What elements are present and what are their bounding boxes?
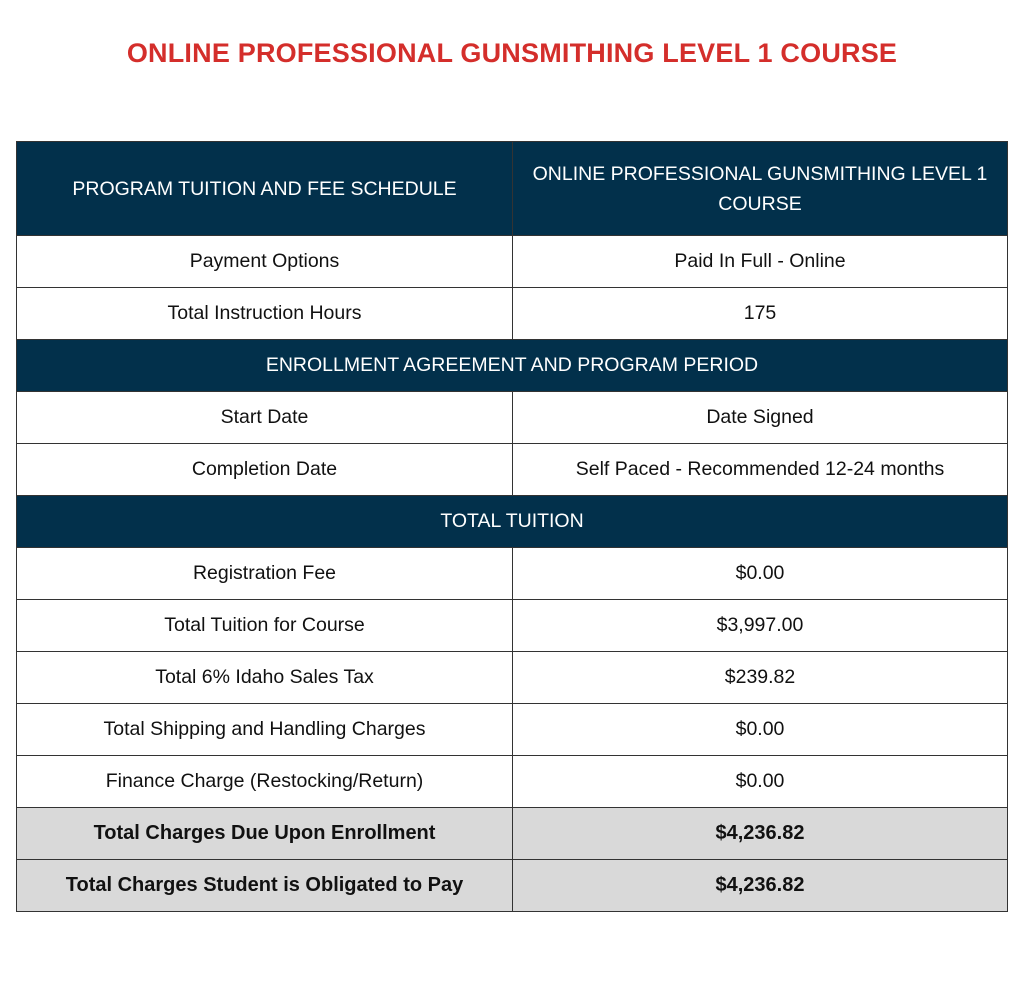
row-value: $3,997.00 xyxy=(513,600,1008,652)
table-row xyxy=(17,444,1008,496)
row-label: Start Date xyxy=(17,392,513,444)
table-row xyxy=(17,548,1008,600)
table-row xyxy=(17,236,1008,288)
total-value: $4,236.82 xyxy=(513,860,1008,912)
section-header-row xyxy=(17,496,1008,548)
row-label: Total Shipping and Handling Charges xyxy=(17,704,513,756)
table-row xyxy=(17,392,1008,444)
header-right: ONLINE PROFESSIONAL GUNSMITHING LEVEL 1 COURSE xyxy=(513,142,1008,236)
total-row xyxy=(17,808,1008,860)
row-label: Total Tuition for Course xyxy=(17,600,513,652)
row-value: $0.00 xyxy=(513,548,1008,600)
section-title-enrollment: ENROLLMENT AGREEMENT AND PROGRAM PERIOD xyxy=(17,340,1008,392)
section-header-row xyxy=(17,340,1008,392)
table-row xyxy=(17,600,1008,652)
section-title-tuition: TOTAL TUITION xyxy=(17,496,1008,548)
total-label: Total Charges Student is Obligated to Pay xyxy=(17,860,513,912)
table-row xyxy=(17,704,1008,756)
page-title: ONLINE PROFESSIONAL GUNSMITHING LEVEL 1 COURSE xyxy=(126,38,898,68)
row-label: Finance Charge (Restocking/Return) xyxy=(17,756,513,808)
row-value: $0.00 xyxy=(513,756,1008,808)
total-label: Total Charges Due Upon Enrollment xyxy=(17,808,513,860)
header-left: PROGRAM TUITION AND FEE SCHEDULE xyxy=(17,142,513,236)
row-label: Total Instruction Hours xyxy=(17,288,513,340)
row-value: Paid In Full - Online xyxy=(513,236,1008,288)
table-row xyxy=(17,756,1008,808)
total-value: $4,236.82 xyxy=(513,808,1008,860)
table-row xyxy=(17,288,1008,340)
row-label: Completion Date xyxy=(17,444,513,496)
row-value: $239.82 xyxy=(513,652,1008,704)
table-header-row xyxy=(17,142,1008,236)
row-label: Payment Options xyxy=(17,236,513,288)
total-row xyxy=(17,860,1008,912)
table-row xyxy=(17,652,1008,704)
row-value: 175 xyxy=(513,288,1008,340)
row-label: Total 6% Idaho Sales Tax xyxy=(17,652,513,704)
row-value: $0.00 xyxy=(513,704,1008,756)
row-value: Date Signed xyxy=(513,392,1008,444)
tuition-fee-table xyxy=(16,141,1008,912)
row-value: Self Paced - Recommended 12-24 months xyxy=(513,444,1008,496)
row-label: Registration Fee xyxy=(17,548,513,600)
